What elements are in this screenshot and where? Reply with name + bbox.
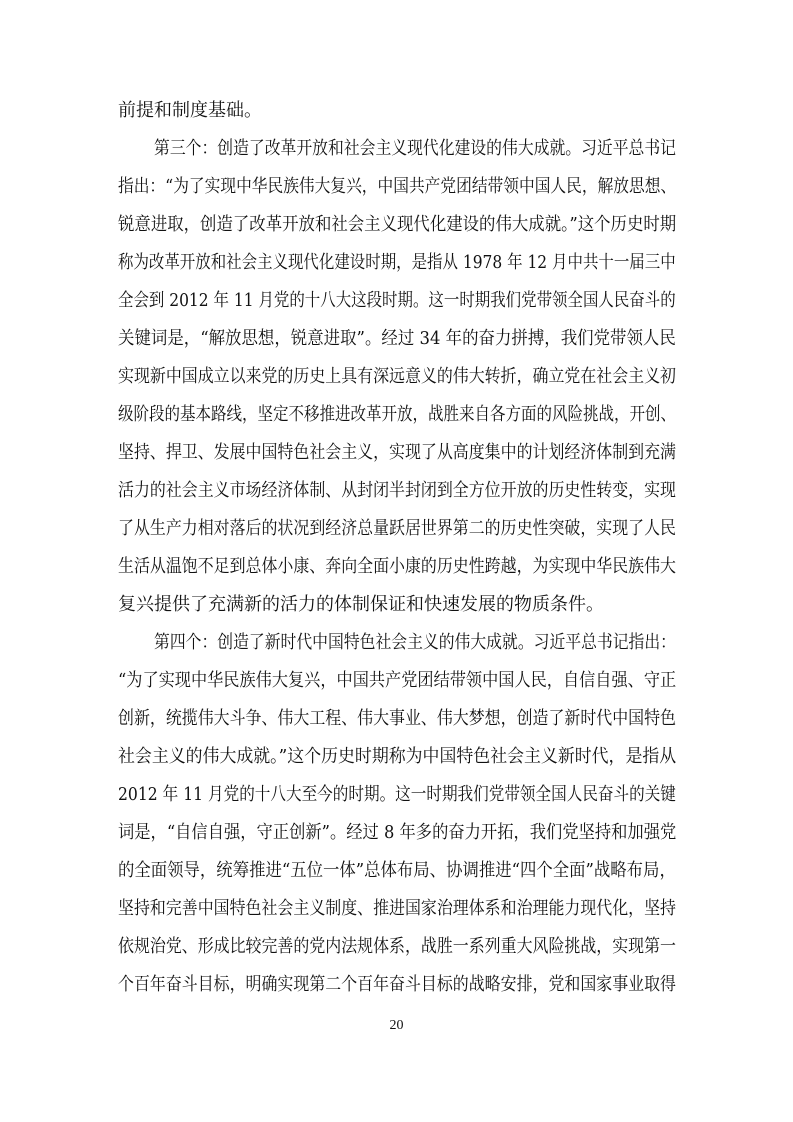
text-line: 级阶段的基本路线，坚定不移推进改革开放，战胜来自各方面的风险挑战，开创、: [118, 404, 676, 425]
text-line: 全会到 2012 年 11 月党的十八大这段时期。这一时期我们党带领全国人民奋斗的: [118, 290, 676, 311]
paragraph-start-line: 第四个：创造了新时代中国特色社会主义的伟大成就。习近平总书记指出：: [154, 632, 676, 653]
text-line: 关键词是，“解放思想，锐意进取”。经过 34 年的奋力拼搏，我们党带领人民: [118, 328, 676, 349]
text-line: 依规治党、形成比较完善的党内法规体系，战胜一系列重大风险挑战，实现第一: [118, 936, 676, 957]
text-line: 个百年奋斗目标，明确实现第二个百年奋斗目标的战略安排，党和国家事业取得: [118, 974, 676, 995]
text-line: 坚持和完善中国特色社会主义制度、推进国家治理体系和治理能力现代化，坚持: [118, 898, 676, 919]
text-line: 实现新中国成立以来党的历史上具有深远意义的伟大转折，确立党在社会主义初: [118, 366, 676, 387]
text-line: 的全面领导，统筹推进“五位一体”总体布局、协调推进“四个全面”战略布局，: [118, 860, 676, 881]
paragraph-start-line: 第三个：创造了改革开放和社会主义现代化建设的伟大成就。习近平总书记: [154, 138, 676, 159]
text-line: 指出：“为了实现中华民族伟大复兴，中国共产党团结带领中国人民，解放思想、: [118, 176, 677, 197]
text-line: “为了实现中华民族伟大复兴，中国共产党团结带领中国人民，自信自强、守正: [118, 670, 677, 691]
text-line: 坚持、捍卫、发展中国特色社会主义，实现了从高度集中的计划经济体制到充满: [118, 442, 676, 463]
text-line: 创新，统揽伟大斗争、伟大工程、伟大事业、伟大梦想，创造了新时代中国特色: [118, 708, 676, 729]
text-line: 复兴提供了充满新的活力的体制保证和快速发展的物质条件。: [118, 594, 604, 615]
text-line: 生活从温饱不足到总体小康、奔向全面小康的历史性跨越，为实现中华民族伟大: [118, 556, 676, 577]
text-line: 词是，“自信自强，守正创新”。经过 8 年多的奋力开拓，我们党坚持和加强党: [118, 822, 677, 843]
text-line: 2012 年 11 月党的十八大至今的时期。这一时期我们党带领全国人民奋斗的关键: [118, 784, 676, 805]
text-line: 了从生产力相对落后的状况到经济总量跃居世界第二的历史性突破，实现了人民: [118, 518, 676, 539]
text-line: 活力的社会主义市场经济体制、从封闭半封闭到全方位开放的历史性转变，实现: [118, 480, 676, 501]
text-line: 称为改革开放和社会主义现代化建设时期，是指从 1978 年 12 月中共十一届三中: [118, 252, 676, 273]
text-line: 前提和制度基础。: [118, 100, 262, 121]
page-number: 20: [389, 1018, 404, 1033]
text-line: 社会主义的伟大成就。”这个历史时期称为中国特色社会主义新时代，是指从: [118, 746, 677, 767]
text-line: 锐意进取，创造了改革开放和社会主义现代化建设的伟大成就。”这个历史时期: [118, 214, 677, 235]
